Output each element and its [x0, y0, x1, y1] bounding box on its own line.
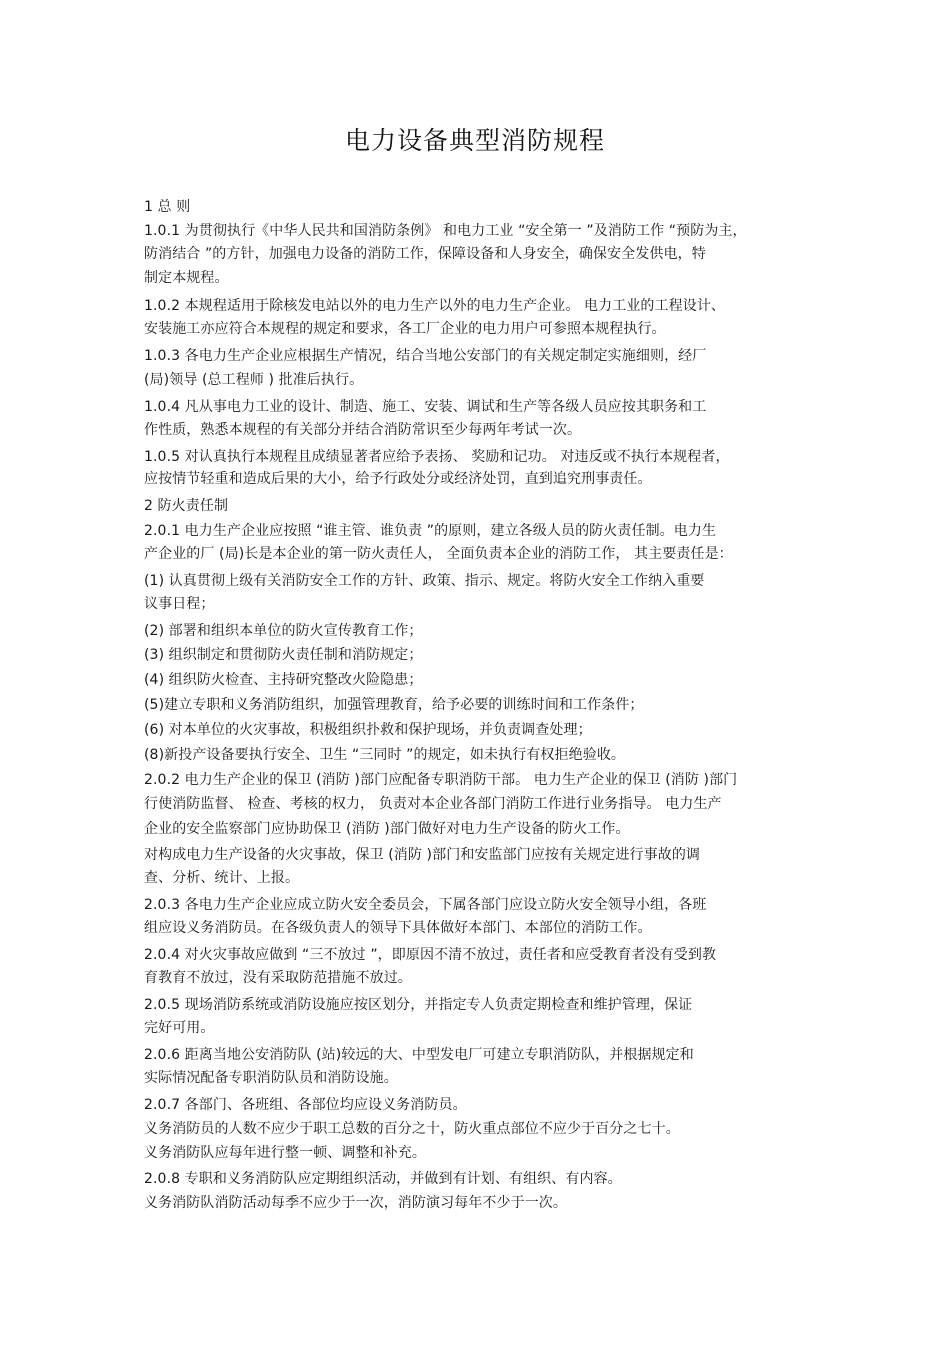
text-line: 安装施工亦应符合本规程的规定和要求，各工厂企业的电力用户可参照本规程执行。 [144, 321, 666, 337]
text-line: 2.0.6 距离当地公安消防队 (站)较远的大、中型发电厂可建立专职消防队，并根据规定和 [144, 1047, 694, 1063]
text-line: (1) 认真贯彻上级有关消防安全工作的方针、政策、指示、规定。将防火安全工作纳入重要 [144, 573, 705, 589]
text-line: 企业的安全监察部门应协助保卫 (消防 )部门做好对电力生产设备的防火工作。 [144, 821, 630, 837]
text-line: 2.0.2 电力生产企业的保卫 (消防 )部门应配备专职消防干部。 电力生产企业的保卫 (消防 )部门 [144, 772, 738, 788]
text-line: 2.0.7 各部门、各班组、各部位均应设义务消防员。 [144, 1097, 467, 1113]
section-heading: 2 防火责任制 [144, 498, 229, 514]
text-line: 义务消防员的人数不应少于职工总数的百分之十，防火重点部位不应少于百分之七十。 [144, 1121, 680, 1137]
text-line: 育教育不放过，没有采取防范措施不放过。 [144, 970, 412, 986]
text-line: 产企业的厂 (局)长是本企业的第一防火责任人， 全面负责本企业的消防工作， 其主要责任是： [144, 546, 733, 562]
text-line: 2.0.5 现场消防系统或消防设施应按区划分，并指定专人负责定期检查和维护管理，保证 [144, 997, 693, 1013]
text-line: (6) 对本单位的火灾事故，积极组织扑救和保护现场，并负责调查处理； [144, 722, 592, 738]
text-line: (4) 组织防火检查、主持研究整改火险隐患； [144, 672, 423, 688]
text-line: 防消结合 ”的方针，加强电力设备的消防工作，保障设备和人身安全，确保安全发供电，特 [144, 246, 706, 262]
text-line: 议事日程； [144, 596, 215, 612]
text-line: 1.0.4 凡从事电力工业的设计、制造、施工、安装、调试和生产等各级人员应按其职务和工 [144, 399, 707, 415]
text-line: 查、分析、统计、上报。 [144, 870, 300, 886]
text-line: 应按情节轻重和造成后果的大小，给予行政处分或经济处罚，直到追究刑事责任。 [144, 471, 652, 487]
text-line: 完好可用。 [144, 1020, 215, 1036]
text-line: (5)建立专职和义务消防组织，加强管理教育，给予必要的训练时间和工作条件； [144, 697, 644, 713]
text-line: 1.0.1 为贯彻执行《中华人民共和国消防条例》 和电力工业 “安全第一 ”及消防工作 “预防为主， [144, 223, 747, 239]
text-line: 组应设义务消防员。在各级负责人的领导下具体做好本部门、本部位的消防工作。 [144, 920, 652, 936]
text-line: 制定本规程。 [144, 270, 229, 286]
text-line: 2.0.3 各电力生产企业应成立防火安全委员会，下属各部门应设立防火安全领导小组，各班 [144, 897, 707, 913]
text-line: 对构成电力生产设备的火灾事故，保卫 (消防 )部门和安监部门应按有关规定进行事故的调 [144, 847, 701, 863]
document-title: 电力设备典型消防规程 [344, 126, 605, 155]
text-line: 1.0.3 各电力生产企业应根据生产情况，结合当地公安部门的有关规定制定实施细则，经厂 [144, 348, 707, 364]
text-line: (8)新投产设备要执行安全、卫生 “三同时 ”的规定，如未执行有权拒绝验收。 [144, 747, 626, 763]
text-line: 1.0.2 本规程适用于除核发电站以外的电力生产以外的电力生产企业。 电力工业的工程设计、 [144, 298, 726, 314]
text-line: 1 总 则 [144, 199, 191, 215]
text-line: 1.0.5 对认真执行本规程且成绩显著者应给予表扬、 奖励和记功。 对违反或不执行本规程者， [144, 449, 730, 465]
text-line: 2.0.8 专职和义务消防队应定期组织活动，并做到有计划、有组织、有内容。 [144, 1171, 622, 1187]
text-line: (局)领导 (总工程师 ) 批准后执行。 [144, 372, 364, 388]
text-line: 义务消防队消防活动每季不应少于一次，消防演习每年不少于一次。 [144, 1195, 567, 1211]
text-line: 2.0.4 对火灾事故应做到 “三不放过 ”，即原因不清不放过，责任者和应受教育者没有受到教 [144, 947, 717, 963]
text-line: 2.0.1 电力生产企业应按照 “谁主管、谁负责 ”的原则，建立各级人员的防火责任制。电力生 [144, 523, 717, 539]
text-line: 义务消防队应每年进行整一顿、调整和补充。 [144, 1145, 426, 1161]
text-line: 实际情况配备专职消防队员和消防设施。 [144, 1070, 398, 1086]
text-line: (3) 组织制定和贯彻防火责任制和消防规定； [144, 647, 423, 663]
text-line: (2) 部署和组织本单位的防火宣传教育工作； [144, 623, 423, 639]
text-line: 行使消防监督、 检查、考核的权力， 负责对本企业各部门消防工作进行业务指导。 电力生产 [144, 796, 722, 812]
text-line: 作性质，熟悉本规程的有关部分并结合消防常识至少每两年考试一次。 [144, 422, 582, 438]
